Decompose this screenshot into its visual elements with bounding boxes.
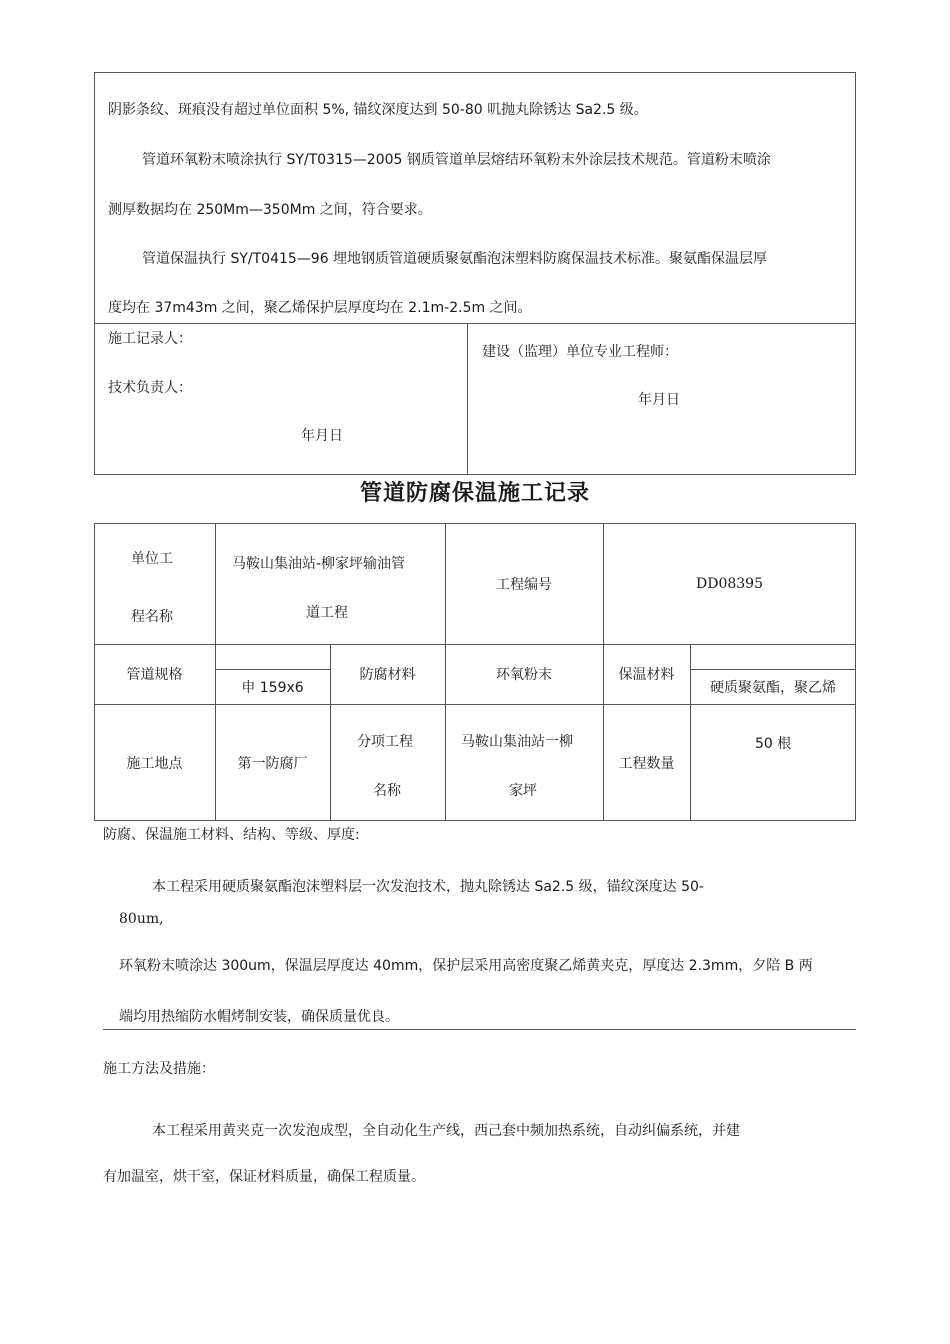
- sub-value-1: 马鞍山集油站一柳: [461, 734, 573, 750]
- site-label: 施工地点: [126, 755, 183, 772]
- materials-line-4: 端均用热缩防水帽烤制安装，确保质量优良。: [119, 1009, 399, 1025]
- right-date: 年月日: [638, 392, 680, 408]
- anticorr-value: 环氧粉末: [496, 667, 552, 683]
- page-title: 管道防腐保温施工记录: [359, 481, 590, 506]
- text-line-4: 管道保温执行 SY/T0415—96 埋地钢质管道硬质聚氨酯泡沫塑料防腐保温技术标准。聚氨酯保温层厚: [142, 251, 768, 267]
- project-no-value: DD08395: [696, 575, 763, 592]
- left-date: 年月日: [301, 428, 343, 444]
- text-line-1: 阴影条纹、斑痕没有超过单位面积 5%, 锚纹深度达到 50-80 叽抛丸除锈达 Sa2.5 级。: [108, 102, 648, 118]
- methods-heading: 施工方法及措施：: [103, 1061, 215, 1077]
- materials-line-2: 80um,: [119, 911, 164, 927]
- anticorr-label: 防腐材料: [359, 667, 416, 683]
- qty-value: 50 根: [755, 736, 792, 752]
- signature-vertical-divider: [467, 323, 468, 475]
- materials-line-3: 环氧粉末喷涂达 300um，保温层厚度达 40mm，保护层采用高密度聚乙烯黄夹克，厚度达 2.3mm，夕陪 B 两: [119, 958, 813, 974]
- site-value: 第一防腐厂: [237, 755, 308, 772]
- pipe-spec-value: 申 159x6: [241, 679, 304, 696]
- materials-heading: 防腐、保温施工材料、结构、等级、厚度:: [103, 827, 360, 843]
- text-line-3: 测厚数据均在 250Mm—350Mm 之间，符合要求。: [108, 202, 432, 218]
- signature-divider: [94, 323, 856, 324]
- text-line-5: 度均在 37m43m 之间，聚乙烯保护层厚度均在 2.1m-2.5m 之间。: [108, 300, 532, 316]
- text-line-2: 管道环氧粉末喷涂执行 SY/T0315—2005 钢质管道单层熔结环氧粉末外涂层技术规范。管道粉末喷涂: [142, 152, 771, 168]
- insul-label: 保温材料: [618, 667, 675, 683]
- top-record-box: [94, 72, 856, 475]
- methods-line-1: 本工程采用黄夹克一次发泡成型，全自动化生产线，西己套中频加热系统，自动纠偏系统，并建: [152, 1123, 740, 1139]
- unit-value-2: 道工程: [306, 605, 348, 621]
- engineer-label: 建设（监理）单位专业工程师：: [482, 344, 678, 360]
- methods-line-2: 有加温室，烘干室，保证材料质量，确保工程质量。: [103, 1169, 425, 1185]
- unit-label-1: 单位工: [131, 551, 173, 567]
- tech-lead-label: 技术负责人：: [108, 380, 192, 396]
- materials-divider: [103, 1029, 856, 1030]
- project-no-label: 工程编号: [496, 576, 552, 593]
- unit-value-1: 马鞍山集油站-柳家坪输油管: [232, 556, 406, 572]
- recorder-label: 施工记录人：: [108, 331, 192, 347]
- sub-label-2: 名称: [373, 783, 401, 799]
- materials-line-1: 本工程采用硬质聚氨酯泡沫塑料层一次发泡技术，抛丸除锈达 Sa2.5 级，锚纹深度达 50-: [152, 879, 704, 895]
- qty-label: 工程数量: [618, 755, 675, 772]
- sub-label-1: 分项工程: [357, 734, 413, 750]
- unit-label-2: 程名称: [131, 609, 173, 625]
- pipe-spec-label: 管道规格: [126, 667, 183, 683]
- sub-value-2: 家坪: [509, 783, 537, 799]
- insul-value: 硬质聚氨酯，聚乙烯: [710, 679, 836, 696]
